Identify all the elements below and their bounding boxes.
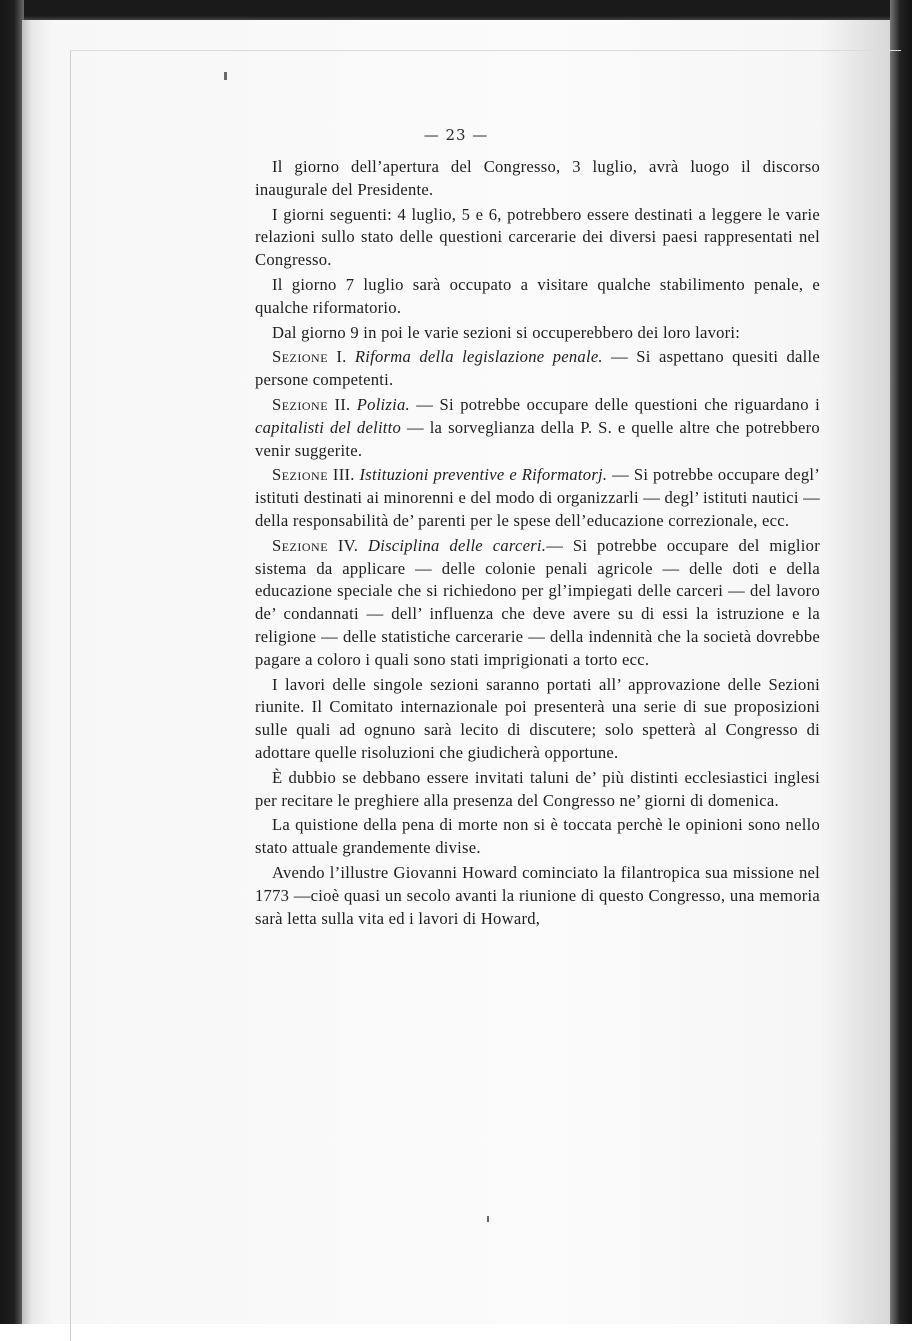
section-paragraph xyxy=(255,535,820,672)
section-label: Sezione xyxy=(272,347,329,367)
section-title: Disciplina delle carceri. xyxy=(367,535,547,555)
section-number: I. xyxy=(336,347,347,367)
section-paragraph xyxy=(255,394,820,462)
paragraph: Avendo l’illustre Giovanni Howard cominciato la filantropica sua missione nel 1773 —cioè quasi un secolo avanti la riunione di questo Congresso, una memoria sarà letta sulla vita ed i lavori di Howard, xyxy=(255,862,820,928)
paragraph: La quistione della pena di morte non si è toccata perchè le opinioni sono nello stato attuale grandemente divise. xyxy=(255,815,820,858)
section-label: Sezione xyxy=(272,465,329,485)
section-title: Istituzioni preventive e Riformatorj. xyxy=(359,465,608,485)
section-paragraph xyxy=(255,346,820,392)
section-text: — Si potrebbe occupare delle questioni che riguardano i xyxy=(409,394,820,414)
section-text: — Si potrebbe occupare del miglior sistema da applicare — delle colonie penali agricole — delle doti e della educazione speciale che si richiedono per gl’impiegati delle carceri — del lavoro de’ condannati — dell’ influenza che deve avere su di essi la istruzione e la religione — delle statistiche carcerarie — della indennità che la società dovrebbe pagare a coloro i quali sono stati imprigionati a torto ecc. xyxy=(255,535,820,669)
section-title: Riforma della legislazione penale. xyxy=(354,347,603,367)
section-label: Sezione xyxy=(272,535,329,555)
paragraph: Il giorno 7 luglio sarà occupato a visitare qualche stabilimento penale, e qualche riformatorio. xyxy=(255,274,820,317)
section-number: IV. xyxy=(337,535,359,555)
paragraph: I giorni seguenti: 4 luglio, 5 e 6, potrebbero essere destinati a leggere le varie relazioni sullo stato delle questioni carcerarie dei diversi paesi rappresentati nel Congresso. xyxy=(255,204,820,270)
section-title: Polizia. xyxy=(356,394,410,414)
paragraph: I lavori delle singole sezioni saranno portati all’ approvazione delle Sezioni riunite. Il Comitato internazionale poi presenterà una serie di sue proposizioni sulle quali ad ognuno sarà lecito di discutere; solo spetterà al Congresso di adottare quelle risoluzioni che giudicherà opportune. xyxy=(255,674,820,762)
section-label: Sezione xyxy=(272,394,329,414)
page-number: — 23 — xyxy=(423,126,489,144)
section-number: II. xyxy=(334,394,351,414)
scan-border-top xyxy=(0,0,912,22)
scan-border-left xyxy=(0,0,24,1324)
section-paragraph xyxy=(255,464,820,532)
paragraph: Il giorno dell’apertura del Congresso, 3 luglio, avrà luogo il discorso inaugurale del Presidente. xyxy=(255,157,820,199)
paragraph: Dal giorno 9 in poi le varie sezioni si occuperebbero dei loro lavori: xyxy=(272,322,741,342)
section-number: III. xyxy=(332,465,355,485)
section-emphasis: capitalisti del delitto xyxy=(255,417,402,437)
body-text xyxy=(255,156,820,932)
paragraph: È dubbio se debbano essere invitati taluni de’ più distinti ecclesiastici inglesi per recitare le preghiere alla presenza del Congresso ne’ giorni di domenica. xyxy=(255,767,820,810)
section-text: — la sorveglianza della P. S. e quelle altre che potrebbero venir suggerite. xyxy=(255,417,820,460)
section-text: — Si aspettano quesiti dalle persone competenti. xyxy=(255,347,820,390)
scan-speck xyxy=(224,72,227,80)
section-text: — Si potrebbe occupare degl’ istituti destinati ai minorenni e del modo di organizzarli — degl’ istituti nautici — della responsabilità de’ parenti per le spese dell’educazione correzionale, ecc. xyxy=(255,465,821,530)
scan-speck xyxy=(487,1216,489,1222)
